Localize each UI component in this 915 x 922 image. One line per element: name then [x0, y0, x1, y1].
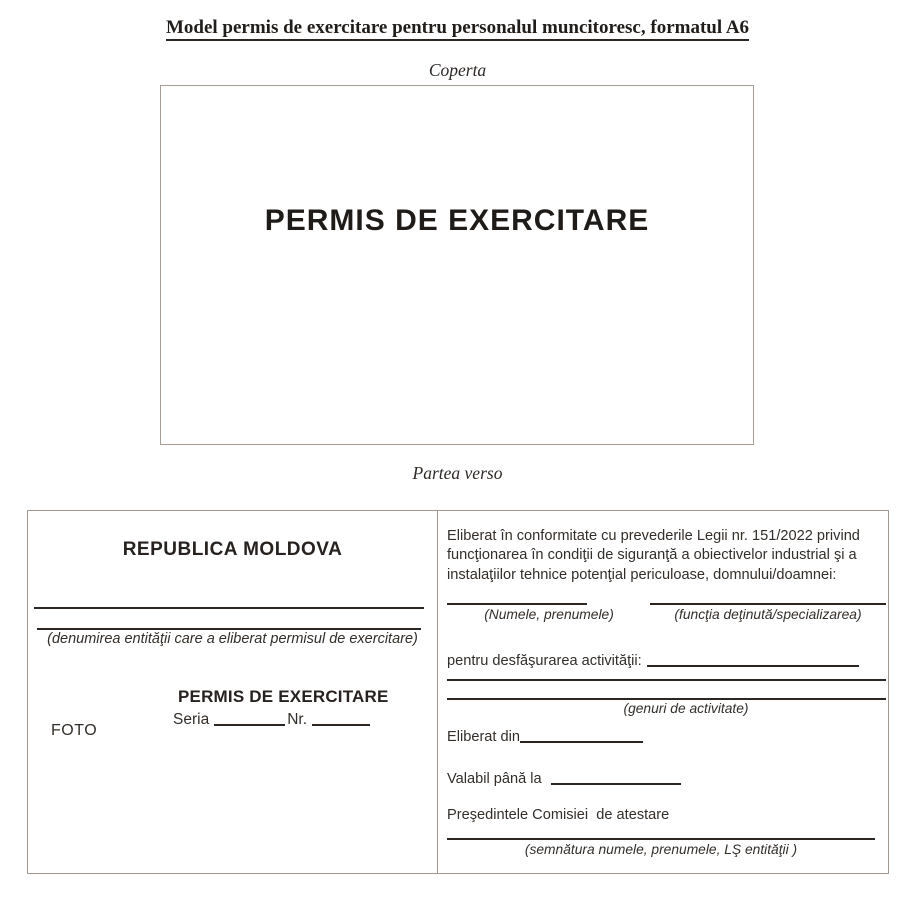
issued-from-label: Eliberat din — [447, 729, 521, 745]
valid-until-row — [447, 768, 681, 787]
name-blank-line — [447, 603, 587, 605]
verso-right-column — [438, 511, 888, 873]
verso-left-column — [28, 511, 438, 873]
signature-line — [447, 838, 875, 840]
cover-caption: Coperta — [428, 60, 487, 80]
nr-label: Nr. — [287, 711, 307, 728]
verso-caption: Partea verso — [412, 463, 503, 483]
signature-hint: (semnătura numele, prenumele, LŞ entităţii ) — [524, 842, 798, 857]
function-blank-line — [650, 603, 886, 605]
country-title: REPUBLICA MOLDOVA — [122, 539, 343, 560]
seria-blank-line — [214, 711, 285, 726]
activity-extra-line-1 — [447, 679, 886, 681]
issued-paragraph-line: instalaţiilor tehnice potenţial periculoase, domnului/doamnei: — [447, 566, 837, 583]
issued-paragraph-line: funcţionarea în condiţii de siguranţă a obiectivelor industrial şi a — [447, 547, 857, 564]
photo-placeholder-label: FOTO — [51, 722, 98, 739]
entity-name-line-1 — [34, 607, 424, 609]
nr-blank-line — [312, 711, 370, 726]
document-title: Model permis de exercitare pentru personalul muncitoresc, formatul A6 — [166, 17, 749, 41]
issued-paragraph-line: Eliberat în conformitate cu prevederile Legii nr. 151/2022 privind — [447, 528, 860, 544]
president-label: Preşedintele Comisiei de atestare — [447, 807, 670, 823]
issued-from-row — [447, 726, 643, 745]
valid-until-label: Valabil până la — [447, 771, 542, 787]
document-header — [0, 17, 915, 39]
activity-row — [447, 650, 859, 669]
seria-nr-row — [173, 709, 370, 729]
issued-paragraph — [447, 527, 860, 585]
verso-card — [27, 510, 889, 874]
activity-blank-line — [647, 652, 859, 667]
entity-name-line-2 — [37, 628, 421, 630]
valid-until-blank-line — [551, 770, 681, 785]
name-hint: (Numele, prenumele) — [484, 607, 614, 622]
cover-card — [160, 85, 754, 445]
activity-label: pentru desfăşurarea activităţii: — [447, 653, 642, 669]
cover-permit-title: PERMIS DE EXERCITARE — [264, 204, 650, 237]
activity-hint: (genuri de activitate) — [623, 701, 749, 716]
activity-extra-line-2 — [447, 698, 886, 700]
function-hint: (funcţia deţinută/specializarea) — [674, 607, 862, 622]
seria-label: Seria — [173, 711, 210, 728]
entity-name-hint: (denumirea entităţii care a eliberat permisul de exercitare) — [47, 631, 418, 647]
permit-title: PERMIS DE EXERCITARE — [178, 687, 389, 706]
issued-from-blank-line — [520, 728, 643, 743]
